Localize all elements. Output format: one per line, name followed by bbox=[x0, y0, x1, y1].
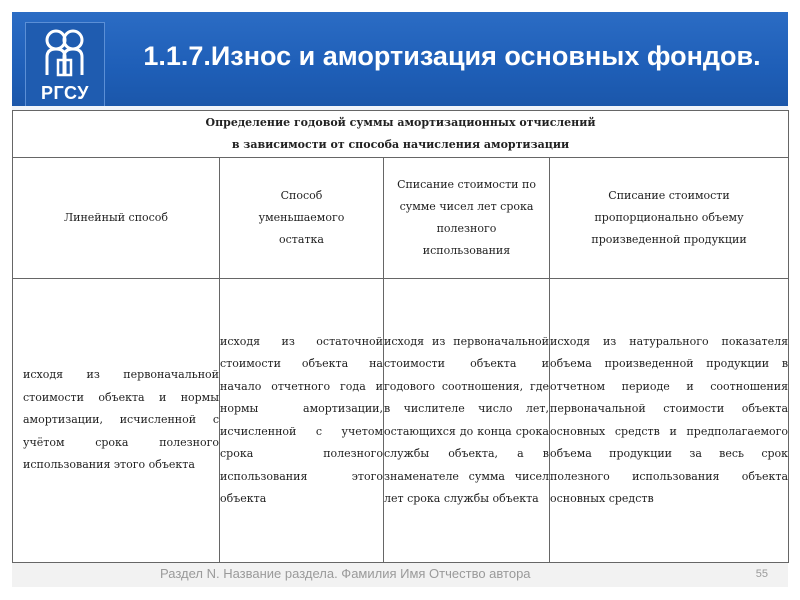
footer-text: Раздел N. Название раздела. Фамилия Имя Отчество автора bbox=[160, 566, 531, 581]
university-logo-icon bbox=[36, 27, 94, 79]
table-caption-row bbox=[13, 111, 789, 158]
method-linear: Линейный способ bbox=[13, 158, 220, 279]
logo-text: РГСУ bbox=[41, 83, 89, 103]
description-sum-of-years: исходя из первоначальной стоимости объекта и годового соотношения, где в числителе число лет, остающихся до конца срока службы объекта, а в знаменателе сумма чисел лет срока службы объекта bbox=[384, 279, 550, 563]
table-caption bbox=[13, 111, 789, 158]
table-header-row bbox=[13, 158, 789, 279]
method-declining-balance: Способ уменьшаемого остатка bbox=[220, 158, 384, 279]
description-units-of-production: исходя из натурального показателя объема произведенной продукции в отчетном периоде и соотношения первоначальной стоимости объекта основных средств и предполагаемого объема продукции за весь срок полезного использования объекта основных средств bbox=[550, 279, 789, 563]
table-caption-line-1: Определение годовой суммы амортизационных отчислений bbox=[205, 116, 596, 129]
page-number: 55 bbox=[755, 568, 768, 580]
method-units-of-production: Списание стоимости пропорционально объему произведенной продукции bbox=[550, 158, 789, 279]
description-declining-balance: исходя из остаточной стоимости объекта на начало отчетного года и нормы амортизации, исчисленной с учетом срока полезного использования этого объекта bbox=[220, 279, 384, 563]
description-linear: исходя из первоначальной стоимости объекта и нормы амортизации, исчисленной с учётом срока полезного использования этого объекта bbox=[13, 279, 220, 563]
logo bbox=[25, 22, 105, 111]
slide-header bbox=[12, 12, 788, 110]
slide-title: 1.1.7.Износ и амортизация основных фондов. bbox=[143, 41, 761, 71]
table-caption-line-2: в зависимости от способа начисления амортизации bbox=[231, 138, 570, 151]
depreciation-table bbox=[12, 110, 789, 563]
table-row bbox=[13, 279, 789, 563]
method-sum-of-years: Списание стоимости по сумме чисел лет срока полезного использования bbox=[384, 158, 550, 279]
